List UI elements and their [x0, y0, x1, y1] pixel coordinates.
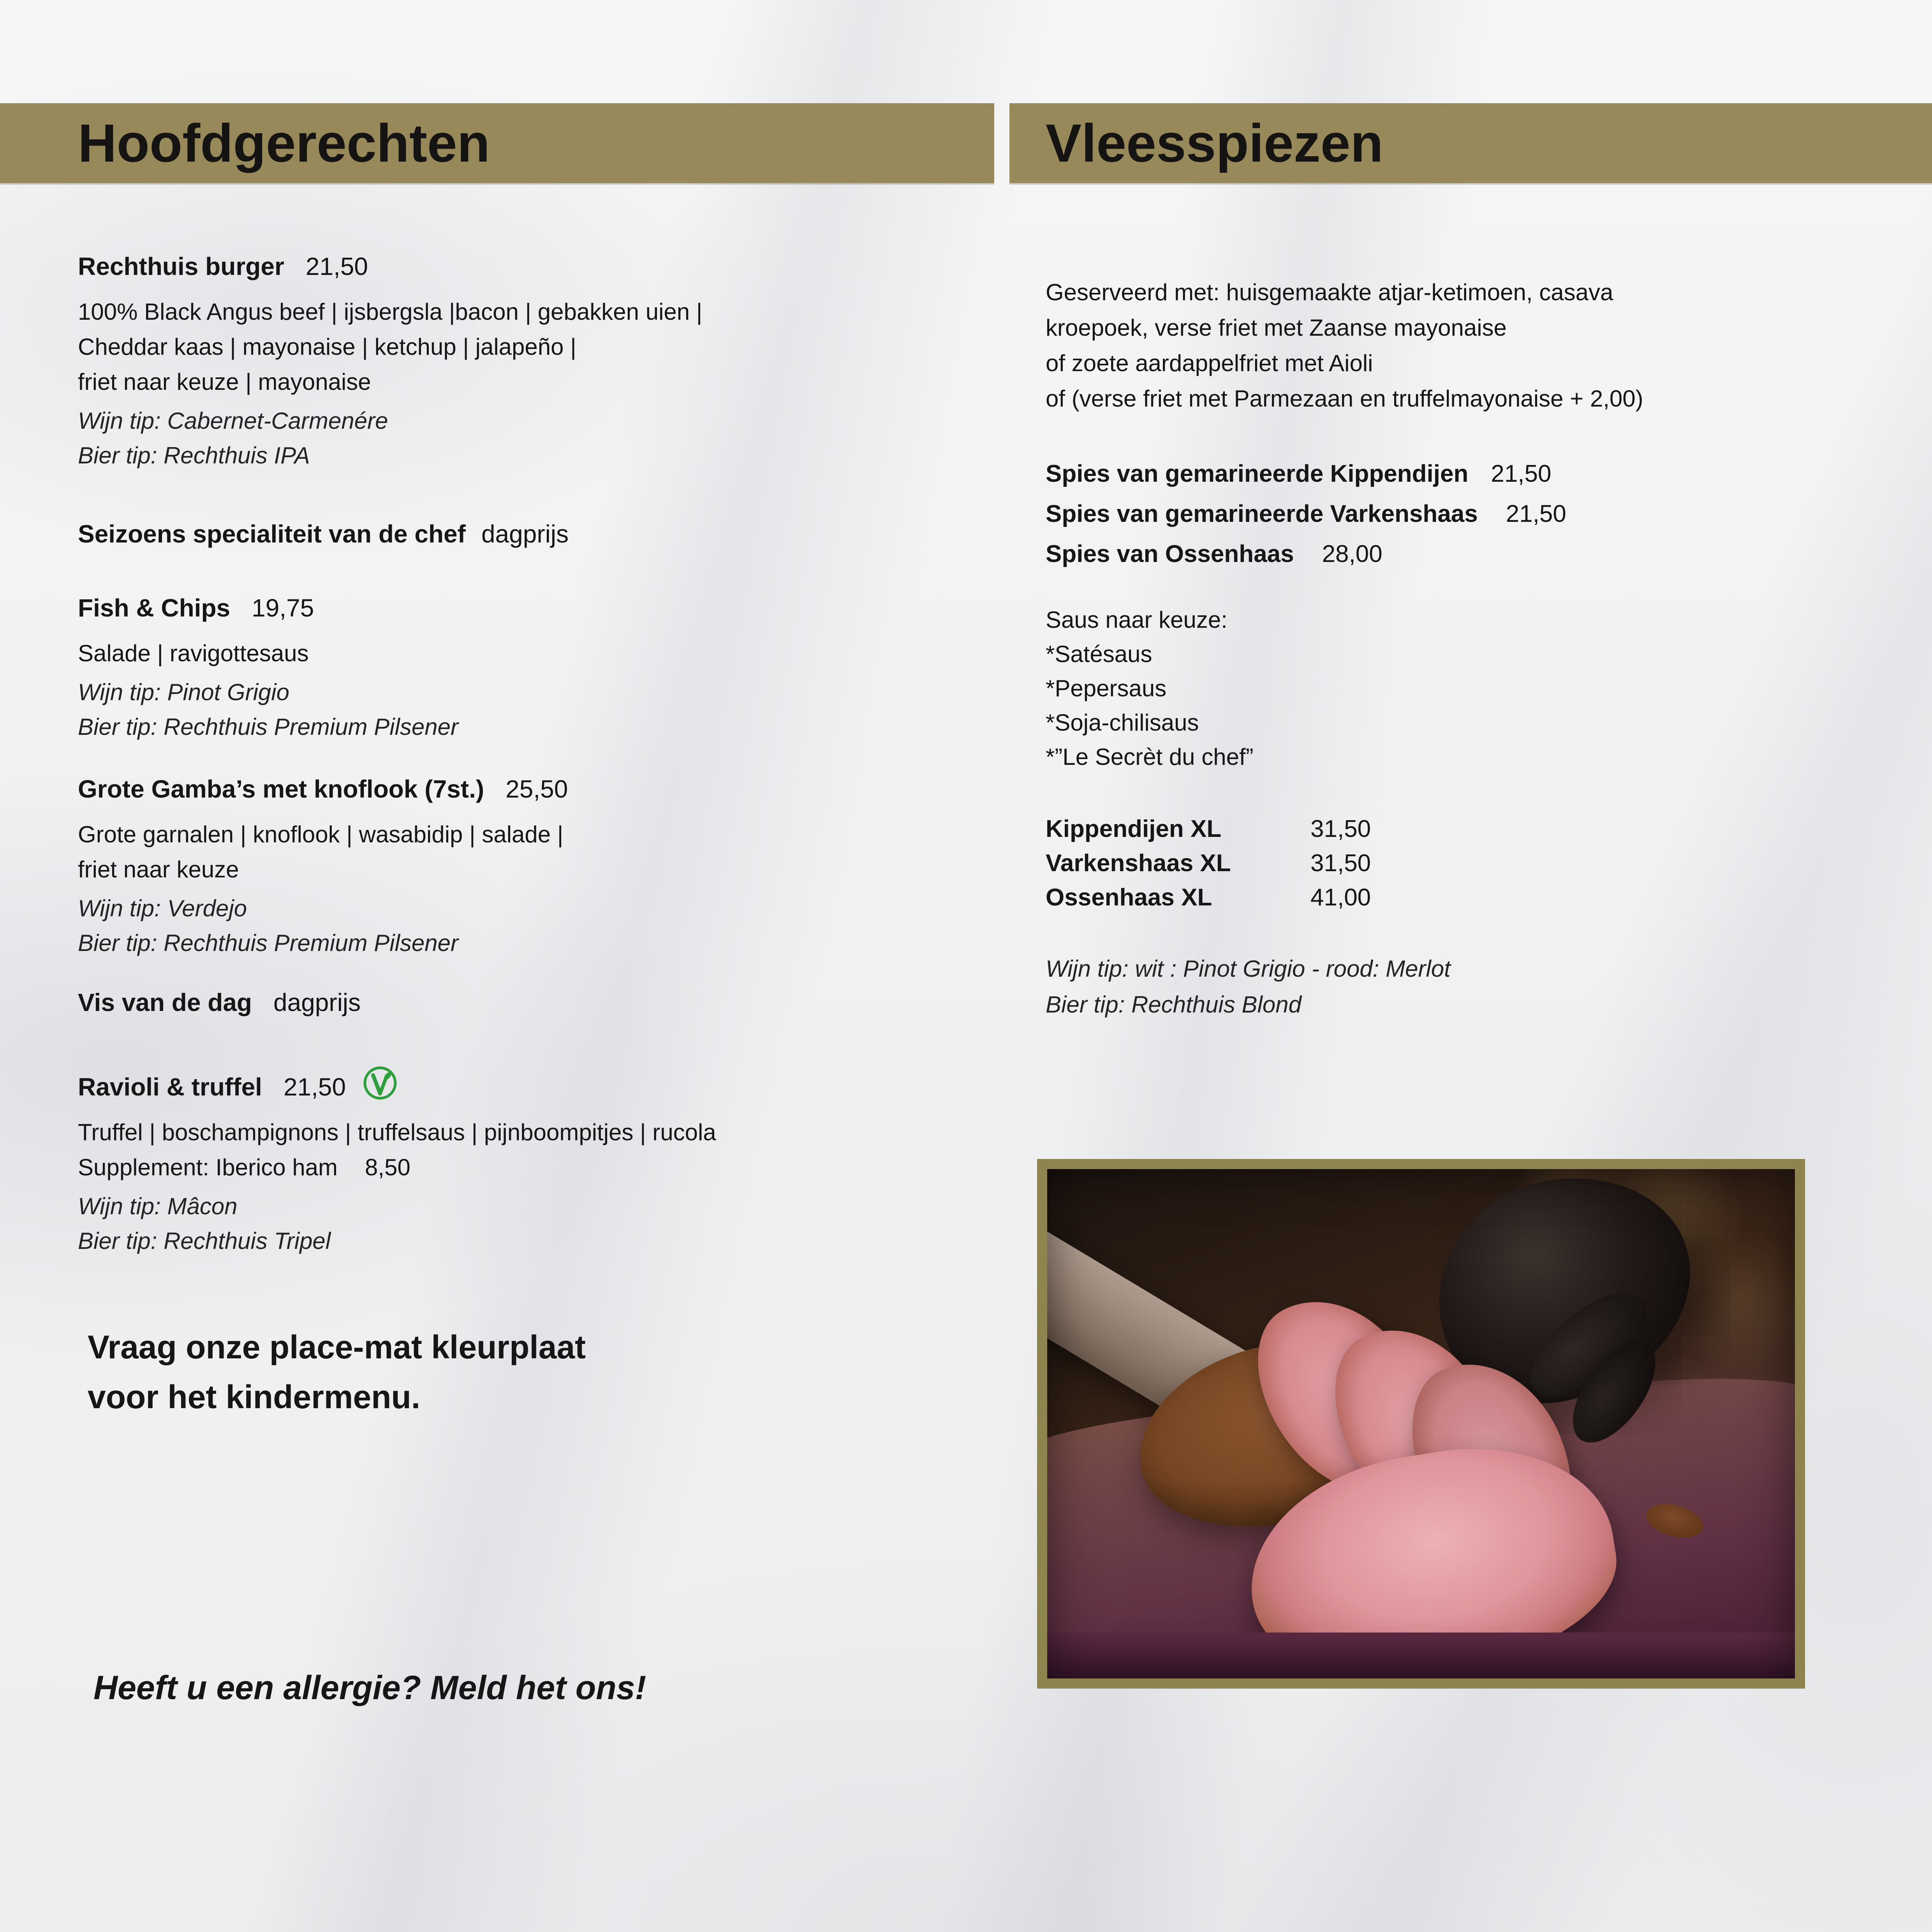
kids-note-line: voor het kindermenu. [88, 1379, 421, 1415]
item-price: 41,00 [1310, 884, 1371, 911]
item-price: 19,75 [252, 594, 314, 622]
description-line: Grote garnalen | knoflook | wasabidip | salade | [78, 821, 564, 847]
item-title [78, 252, 702, 280]
menu-item-grote-gambas [78, 775, 568, 960]
xl-items [1046, 812, 1371, 915]
item-name: Ravioli & truffel [78, 1073, 262, 1101]
skewer-items [1046, 454, 1566, 574]
served-with-line: of zoete aardappelfriet met Aioli [1046, 350, 1373, 376]
sauce-choice-list [1046, 603, 1254, 774]
description-line: Salade | ravigottesaus [78, 640, 309, 666]
served-with-note [1046, 275, 1643, 416]
item-price: 28,00 [1322, 541, 1383, 567]
served-with-line: kroepoek, verse friet met Zaanse mayonaise [1046, 315, 1507, 341]
beer-tip: Bier tip: Rechthuis Tripel [78, 1228, 331, 1254]
item-description [78, 1115, 716, 1185]
beer-tip: Bier tip: Rechthuis Premium Pilsener [78, 714, 459, 740]
item-name: Spies van gemarineerde Varkenshaas [1046, 500, 1478, 527]
item-price: dagprijs [481, 520, 569, 548]
supplement-price: 8,50 [365, 1154, 410, 1180]
wine-tip: Wijn tip: Cabernet-Carmenére [78, 408, 388, 434]
item-price: 21,50 [305, 252, 368, 280]
menu-item-varkenshaas-xl [1046, 846, 1371, 881]
menu-item-kippendijen-xl [1046, 812, 1371, 846]
item-description [78, 817, 568, 887]
item-name: Seizoens specialiteit van de chef [78, 520, 466, 548]
photo-vignette [1047, 1169, 1795, 1678]
description-line: Cheddar kaas | mayonaise | ketchup | jalapeño | [78, 334, 576, 360]
item-price: 31,50 [1310, 850, 1371, 877]
description-line: friet naar keuze [78, 856, 239, 882]
item-name: Grote Gamba’s met knoflook (7st.) [78, 775, 484, 803]
beer-tip: Bier tip: Rechthuis IPA [78, 442, 310, 468]
pairing-tips [78, 1189, 716, 1258]
sauce-option: *Satésaus [1046, 641, 1152, 667]
served-with-line: of (verse friet met Parmezaan en truffelmayonaise + 2,00) [1046, 386, 1643, 412]
item-price: dagprijs [273, 988, 361, 1016]
allergy-note: Heeft u een allergie? Meld het ons! [93, 1669, 646, 1707]
wine-tip: Wijn tip: Mâcon [78, 1193, 238, 1219]
section-bar-hoofdgerechten [0, 103, 994, 183]
menu-item-spies-varkenshaas [1046, 494, 1566, 534]
item-title [78, 988, 361, 1016]
kids-note-line: Vraag onze place-mat kleurplaat [88, 1329, 586, 1365]
menu-item-ravioli-truffel [78, 1065, 716, 1258]
menu-item-spies-ossenhaas [1046, 534, 1566, 574]
section-title-vleesspiezen: Vleesspiezen [1046, 113, 1383, 173]
pairing-tips [78, 675, 458, 744]
item-price: 25,50 [505, 775, 568, 803]
vegetarian-icon [362, 1065, 398, 1101]
item-name: Spies van gemarineerde Kippendijen [1046, 460, 1469, 487]
item-price: 21,50 [1506, 500, 1566, 527]
item-name: Kippendijen XL [1046, 815, 1222, 842]
pairing-tips [78, 891, 568, 960]
item-name: Fish & Chips [78, 594, 231, 622]
description-line: Truffel | boschampignons | truffelsaus | pijnboompitjes | rucola [78, 1119, 716, 1145]
beer-tip: Bier tip: Rechthuis Premium Pilsener [78, 930, 459, 956]
supplement-line [78, 1150, 716, 1185]
menu-item-rechthuis-burger [78, 252, 702, 473]
item-title [78, 1065, 716, 1101]
item-price: 31,50 [1310, 815, 1371, 842]
item-name: Varkenshaas XL [1046, 850, 1231, 877]
item-name: Vis van de dag [78, 988, 252, 1016]
steak-photo [1037, 1159, 1805, 1689]
item-description [78, 636, 458, 671]
sauce-option: *Soja-chilisaus [1046, 710, 1199, 736]
menu-item-vis-van-de-dag [78, 988, 361, 1016]
menu-item-ossenhaas-xl [1046, 881, 1371, 915]
item-name: Rechthuis burger [78, 252, 284, 280]
section-title-hoofdgerechten: Hoofdgerechten [78, 113, 490, 173]
description-line: friet naar keuze | mayonaise [78, 369, 371, 395]
item-name: Ossenhaas XL [1046, 884, 1212, 911]
description-line: 100% Black Angus beef | ijsbergsla |bacon | gebakken uien | [78, 299, 703, 325]
item-price: 21,50 [1491, 460, 1552, 487]
item-price: 21,50 [283, 1073, 346, 1101]
sauce-option: *”Le Secrèt du chef” [1046, 744, 1254, 770]
wine-tip: Wijn tip: wit : Pinot Grigio - rood: Merlot [1046, 956, 1451, 982]
supplement-label: Supplement: Iberico ham [78, 1154, 338, 1180]
item-title [78, 594, 458, 622]
section-bar-vleesspiezen [1009, 103, 1932, 183]
item-title [78, 775, 568, 803]
menu-item-spies-kippendijen [1046, 454, 1566, 494]
kids-menu-note [88, 1322, 586, 1422]
menu-item-fish-and-chips [78, 594, 458, 744]
sauce-option: *Pepersaus [1046, 675, 1167, 701]
pairing-tips [78, 403, 702, 473]
wine-tip: Wijn tip: Verdejo [78, 895, 247, 921]
item-name: Spies van Ossenhaas [1046, 541, 1294, 567]
beer-tip: Bier tip: Rechthuis Blond [1046, 992, 1302, 1018]
item-title [78, 520, 569, 548]
sauce-list-header: Saus naar keuze: [1046, 607, 1228, 633]
item-description [78, 294, 702, 400]
wine-tip: Wijn tip: Pinot Grigio [78, 679, 289, 705]
menu-item-seizoens-specialiteit [78, 520, 569, 548]
served-with-line: Geserveerd met: huisgemaakte atjar-ketimoen, casava [1046, 279, 1613, 305]
skewer-pairing-tips [1046, 951, 1451, 1023]
